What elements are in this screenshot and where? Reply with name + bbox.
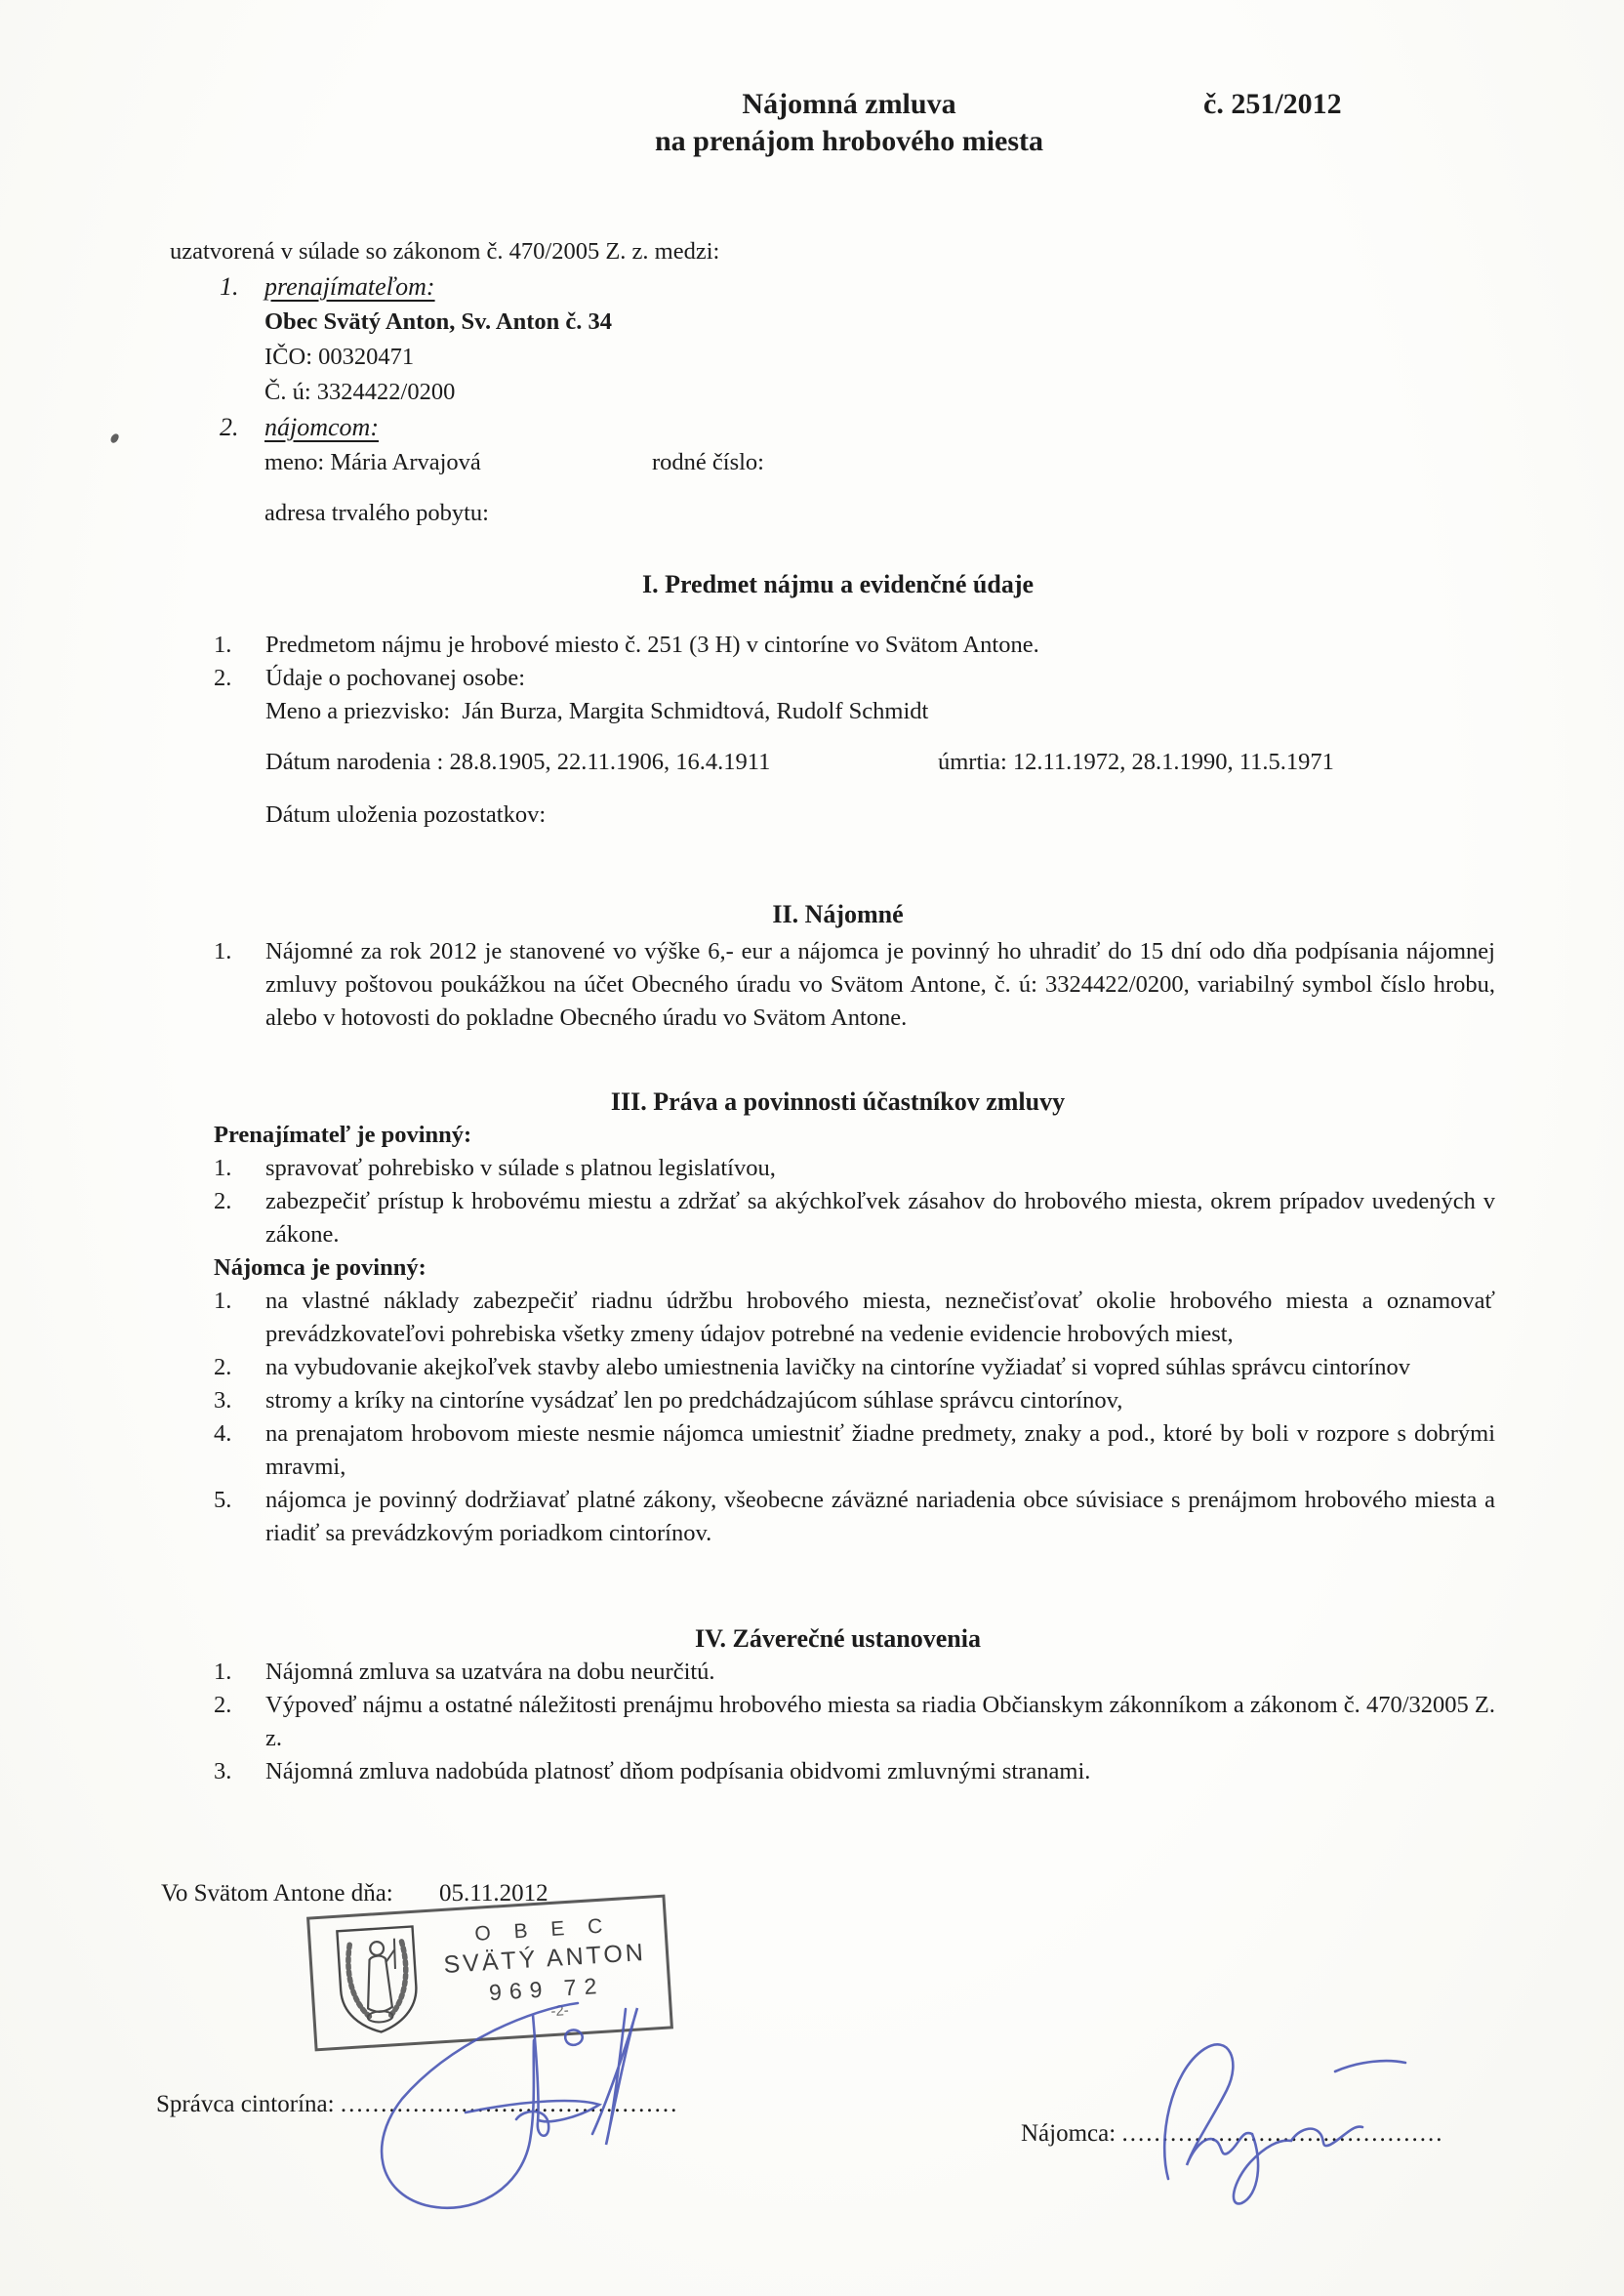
item-number: 2.	[214, 1354, 232, 1380]
landlord-ico: IČO: 00320471	[264, 344, 415, 370]
tenant-duty-2	[214, 1351, 1495, 1384]
tenant-name-row	[264, 445, 1517, 480]
item-number: 3.	[214, 1758, 232, 1784]
party-2-number: 2.	[220, 413, 239, 441]
section-1-item-1	[214, 629, 1495, 662]
final-item-3	[214, 1755, 1495, 1788]
item-number: 4.	[214, 1420, 232, 1447]
party-1-role: prenajímateľom:	[264, 272, 435, 301]
section-3-heading: III. Práva a povinnosti účastníkov zmluvy	[610, 1087, 1066, 1116]
landlord-duty-2	[214, 1185, 1495, 1251]
item-text: na vlastné náklady zabezpečiť riadnu údržbu hrobového miesta, neznečisťovať okolie hrobového miesta a oznamovať prevádzkovateľovi pohrebiska všetky zmeny údajov potrebné na vedenie evidencie hrobových miest,	[265, 1288, 1495, 1347]
item-text: Výpoveď nájmu a ostatné náležitosti prenájmu hrobového miesta sa riadia Občianskym zákonníkom a zákonom č. 470/32005 Z. z.	[265, 1692, 1495, 1751]
tenant-birth-number-label: rodné číslo:	[652, 449, 764, 475]
tenant-duty-3	[214, 1384, 1495, 1417]
death-dates: úmrtia: 12.11.1972, 28.1.1990, 11.5.1971	[938, 749, 1334, 775]
item-text: Nájomné za rok 2012 je stanovené vo výške 6,- eur a nájomca je povinný ho uhradiť do 15 dní odo dňa podpísania nájomnej zmluvy poštovou poukážkou na účet Obecného úradu vo Svätom Antone, č. ú: 3324422/0200, variabilný symbol číslo hrobu, alebo v hotovosti do pokladne Obecného úradu vo Svätom Antone.	[265, 938, 1495, 1031]
tenant-duty-5	[214, 1484, 1495, 1550]
caretaker-dotted-line: ..........................................	[340, 2091, 679, 2117]
signature-accent-stroke	[1335, 2061, 1405, 2071]
section-final-provisions	[214, 1622, 1495, 1788]
tenant-signature	[1122, 2035, 1415, 2216]
final-item-2	[214, 1689, 1495, 1755]
item-text: spravovať pohrebisko v súlade s platnou legislatívou,	[265, 1155, 776, 1181]
party-1-number: 1.	[220, 272, 239, 301]
item-number: 1.	[214, 632, 232, 658]
stamp-line-obec: O B E C	[473, 1913, 612, 1946]
landlord-duty-1	[214, 1152, 1495, 1185]
item-text: na prenajatom hrobovom mieste nesmie nájomca umiestniť žiadne predmety, znaky a pod., ktoré by boli v rozpore s dobrými mravmi,	[265, 1420, 1495, 1480]
section-rights-duties	[214, 1086, 1495, 1550]
section-2-item-1	[214, 935, 1495, 1035]
section-1-heading: I. Predmet nájmu a evidenčné údaje	[641, 570, 1035, 598]
section-2-heading: II. Nájomné	[772, 900, 904, 928]
dates-row	[265, 746, 1495, 779]
item-text: zabezpečiť prístup k hrobovému miestu a zdržať sa akýchkoľvek zásahov do hrobového miesta, okrem prípadov uvedených v zákone.	[265, 1188, 1495, 1248]
tenant-label: Nájomca:	[1021, 2120, 1122, 2147]
item-number: 1.	[214, 1155, 232, 1181]
item-number: 2.	[214, 665, 232, 691]
party-2-role: nájomcom:	[264, 413, 379, 441]
item-text: Údaje o pochovanej osobe:	[265, 665, 526, 691]
item-text: Nájomná zmluva nadobúda platnosť dňom podpísania obidvomi zmluvnými stranami.	[265, 1758, 1091, 1784]
birth-dates: Dátum narodenia : 28.8.1905, 22.11.1906, 16.4.1911	[265, 749, 771, 775]
item-number: 1.	[214, 938, 232, 964]
item-number: 1.	[214, 1288, 232, 1314]
item-text: nájomca je povinný dodržiavať platné zákony, všeobecne záväzné nariadenia obce súvisiace s prenájmom hrobového miesta a riadiť sa prevádzkovým poriadkom cintorínov.	[265, 1487, 1495, 1546]
party-landlord	[170, 269, 1517, 305]
intro-and-parties	[170, 234, 1517, 531]
item-text: stromy a kríky na cintoríne vysádzať len po predchádzajúcom súhlase správcu cintorínov,	[265, 1387, 1123, 1414]
item-number: 3.	[214, 1387, 232, 1414]
section-rent	[214, 898, 1495, 1035]
tenant-duties-heading: Nájomca je povinný:	[214, 1254, 426, 1281]
buried-persons: Meno a priezvisko: Ján Burza, Margita Schmidtová, Rudolf Schmidt	[265, 698, 929, 724]
item-number: 1.	[214, 1659, 232, 1685]
title-line-2: na prenájom hrobového miesta	[654, 125, 1044, 157]
signature-stroke	[565, 2030, 583, 2044]
landlord-name: Obec Svätý Anton, Sv. Anton č. 34	[264, 308, 612, 335]
tenant-duty-4	[214, 1417, 1495, 1484]
tenant-duty-1	[214, 1285, 1495, 1351]
place-date-label: Vo Svätom Antone dňa:	[161, 1880, 393, 1906]
burial-date-label: Dátum uloženia pozostatkov:	[265, 801, 547, 828]
party-tenant	[170, 410, 1517, 445]
item-number: 2.	[214, 1692, 232, 1718]
landlord-account: Č. ú: 3324422/0200	[264, 379, 456, 405]
landlord-duties-heading: Prenajímateľ je povinný:	[214, 1122, 472, 1148]
final-item-1	[214, 1656, 1495, 1689]
ink-speck	[109, 432, 120, 444]
contract-number: č. 251/2012	[1203, 88, 1342, 120]
tenant-name: meno: Mária Arvajová	[264, 449, 481, 475]
title-line-1: Nájomná zmluva	[742, 88, 956, 120]
item-number: 2.	[214, 1188, 232, 1214]
caretaker-label: Správca cintorína:	[156, 2091, 341, 2117]
tenant-dotted-line: ........................................	[1121, 2120, 1444, 2147]
signing-date: 05.11.2012	[439, 1880, 548, 1906]
signature-stroke	[382, 2003, 578, 2208]
section-1-item-2	[214, 662, 1495, 695]
caretaker-signature	[356, 1987, 649, 2216]
item-number: 5.	[214, 1487, 232, 1513]
signature-stroke	[592, 2008, 637, 2145]
item-text: Nájomná zmluva sa uzatvára na dobu neurčitú.	[265, 1659, 715, 1685]
section-4-heading: IV. Záverečné ustanovenia	[695, 1624, 981, 1653]
item-text: Predmetom nájmu je hrobové miesto č. 251 (3 H) v cintoríne vo Svätom Antone.	[265, 632, 1039, 658]
section-subject	[214, 568, 1495, 832]
stamp-line-number: -2-	[549, 2002, 570, 2021]
document-title	[390, 86, 1308, 160]
stamp-line-postcode: 969 72	[488, 1972, 605, 2005]
stamp-line-town: SVÄTÝ ANTON	[442, 1938, 647, 1979]
signature-stroke	[1164, 2044, 1362, 2203]
tenant-address-label: adresa trvalého pobytu:	[264, 500, 489, 526]
item-text: na vybudovanie akejkoľvek stavby alebo umiestnenia lavičky na cintoríne vyžiadať si vopred súhlas správcu cintorínov	[265, 1354, 1410, 1380]
intro-line: uzatvorená v súlade so zákonom č. 470/2005 Z. z. medzi:	[170, 238, 720, 265]
